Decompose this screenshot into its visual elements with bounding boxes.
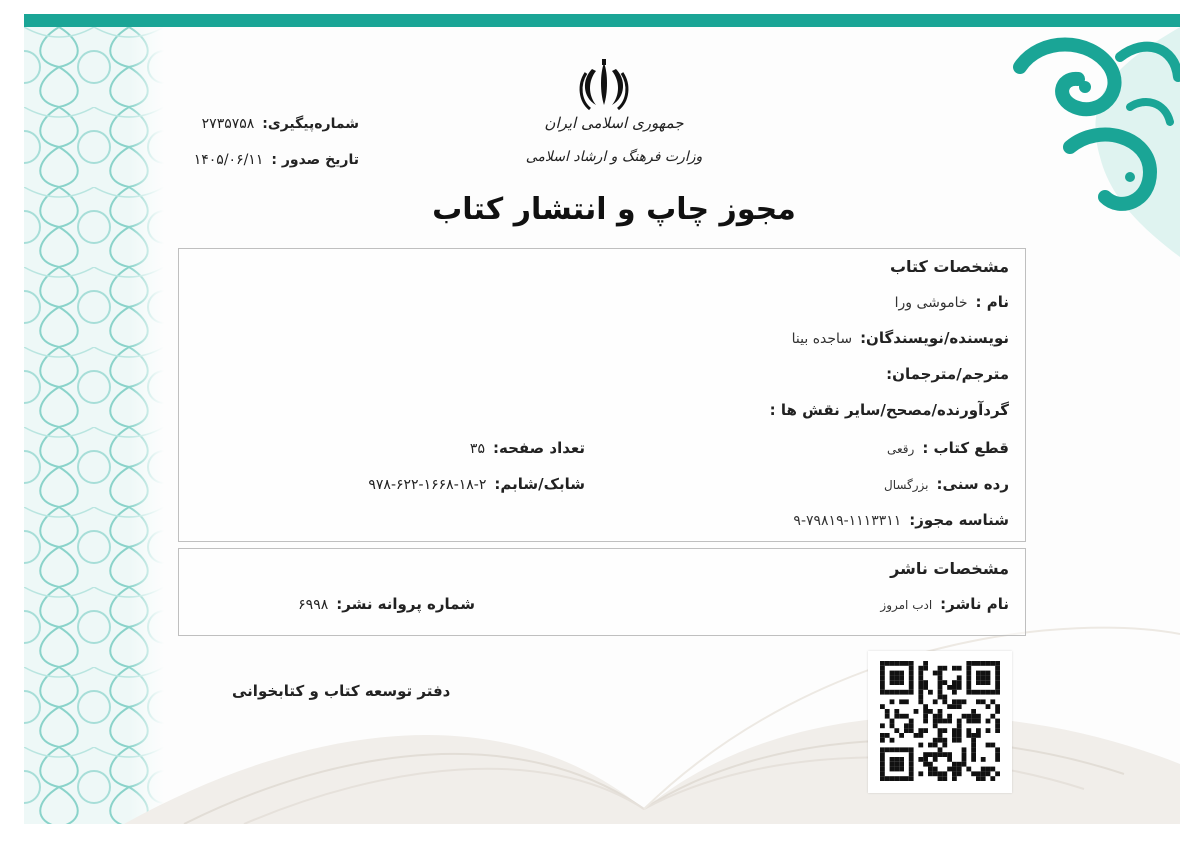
top-accent-bar xyxy=(24,14,1180,27)
roles-row xyxy=(770,401,1009,419)
roles-label: گردآورنده/مصحح/سایر نقش ها : xyxy=(769,401,1009,419)
issue-date-value: ۱۴۰۵/۰۶/۱۱ xyxy=(193,152,264,168)
book-name-row xyxy=(895,293,1009,311)
qr-code[interactable] xyxy=(868,651,1012,793)
publisher-specs-heading: مشخصات ناشر xyxy=(890,559,1009,578)
tracking-label: شماره‌پیگیری: xyxy=(262,116,359,132)
ministry-name: وزارت فرهنگ و ارشاد اسلامی xyxy=(525,149,703,165)
isbn-row xyxy=(368,475,585,493)
authors-row xyxy=(792,329,1009,347)
license-id-row xyxy=(793,511,1009,529)
publisher-name-value: ادب امروز xyxy=(880,598,933,612)
license-id-label: شناسه مجوز: xyxy=(909,511,1009,529)
qr-code-graphic xyxy=(880,661,1000,781)
isbn-value: ۹۷۸-۶۲۲-۱۶۶۸-۱۸-۲ xyxy=(368,477,487,493)
publishing-permit-row xyxy=(298,595,475,613)
book-size-value: رقعی xyxy=(886,442,915,456)
age-group-row xyxy=(884,475,1009,493)
authors-value: ساجده بینا xyxy=(791,331,853,347)
publisher-specs-panel xyxy=(178,548,1026,636)
corner-ornament xyxy=(960,27,1180,257)
issue-date xyxy=(184,152,359,168)
book-size-label: قطع کتاب : xyxy=(922,439,1009,457)
license-id-value: ۹-۷۹۸۱۹-۱۱۱۳۳۱۱ xyxy=(793,513,902,529)
tracking-number xyxy=(184,116,359,132)
book-size-row xyxy=(887,439,1009,457)
isbn-label: شابک/شابم: xyxy=(494,475,585,493)
publishing-permit-label: شماره پروانه نشر: xyxy=(336,595,475,613)
authors-label: نویسنده/نویسندگان: xyxy=(860,329,1009,347)
age-group-value: بزرگسال xyxy=(883,478,929,492)
iran-emblem-icon xyxy=(578,59,630,115)
page-title: مجوز چاپ و انتشار کتاب xyxy=(432,192,796,227)
page-count-row xyxy=(470,439,585,457)
tracking-value: ۲۷۳۵۷۵۸ xyxy=(201,116,255,132)
publisher-name-row xyxy=(880,595,1009,613)
certificate-page xyxy=(24,14,1180,824)
issue-date-label: تاریخ صدور : xyxy=(271,152,359,168)
age-group-label: رده سنی: xyxy=(936,475,1009,493)
translators-row xyxy=(886,365,1009,383)
publishing-permit-value: ۶۹۹۸ xyxy=(298,597,329,613)
page-count-label: تعداد صفحه: xyxy=(492,439,585,457)
book-name-value: خاموشی ورا xyxy=(894,295,968,311)
government-name: جمهوری اسلامی ایران xyxy=(544,114,684,132)
issuing-office: دفتر توسعه کتاب و کتابخوانی xyxy=(232,682,451,700)
translators-label: مترجم/مترجمان: xyxy=(886,365,1009,383)
page-count-value: ۳۵ xyxy=(469,441,485,457)
publisher-name-label: نام ناشر: xyxy=(940,595,1009,613)
book-specs-panel xyxy=(178,248,1026,542)
book-specs-heading: مشخصات کتاب xyxy=(889,257,1009,276)
book-name-label: نام : xyxy=(975,293,1009,311)
